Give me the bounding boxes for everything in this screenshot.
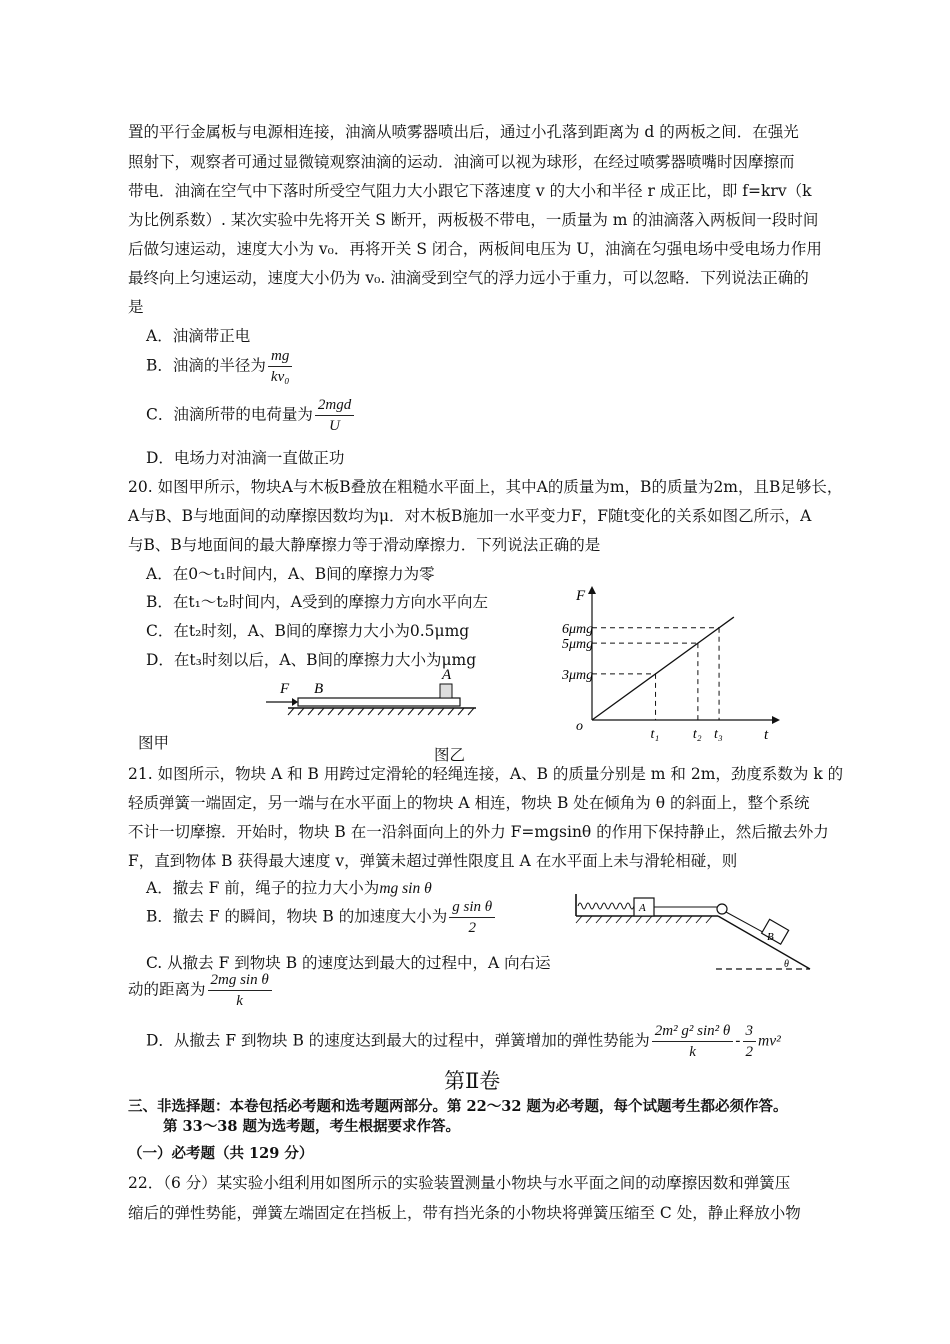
fraction-denominator: U: [329, 418, 340, 434]
q19-line-2: 照射下，观察者可通过显微镜观察油滴的运动．油滴可以视为球形，在经过喷雾器喷嘴时因摩擦而: [128, 153, 795, 171]
figure-jia-diagram: [262, 664, 484, 716]
fraction-denominator: k: [236, 993, 243, 1009]
block-b-label: B: [767, 931, 774, 943]
q19-option-b-label: B．油滴的半径为: [146, 356, 266, 375]
q21-option-d-label: D．从撤去 F 到物块 B 的速度达到最大的过程中，弹簧增加的弹性势能为: [146, 1031, 650, 1050]
required-questions-heading: （一）必考题（共 129 分）: [128, 1145, 314, 1162]
q19-line-4: 为比例系数）. 某次实验中先将开关 S 断开，两板极不带电，一质量为 m 的油滴落入两板间一段时间: [128, 211, 819, 229]
q20-option-b: B．在t₁～t₂时间内，A受到的摩擦力方向水平向左: [146, 593, 488, 611]
fraction-denominator: 2: [468, 920, 476, 936]
q20-line-2: A与B、B与地面间的动摩擦因数均为μ．对木板B施加一水平变力F，F随t变化的关系如图乙所示，A: [128, 507, 812, 525]
q20-option-d: D．在t₃时刻以后，A、B间的摩擦力大小为μmg: [146, 651, 477, 669]
q22-line-2: 缩后的弹性势能，弹簧左端固定在挡板上，带有挡光条的小物块将弹簧压缩至 C 处，静止释放小物: [128, 1204, 801, 1222]
fraction-numerator: 3: [743, 1021, 757, 1042]
figure-yi-caption: 图乙: [434, 746, 466, 764]
q20-option-a: A．在0～t₁时间内，A、B间的摩擦力为零: [146, 565, 435, 583]
x-tick-labels: [651, 727, 723, 742]
fig1-arrow-head: [292, 698, 298, 706]
y-axis-arrow: [588, 586, 596, 594]
x-tick-label: t₃: [714, 727, 723, 742]
q19-option-b-fraction: [268, 346, 293, 387]
section-three-heading: 三、非选择题：本卷包括必考题和选考题两部分。第 22～32 题为必考题，每个试题考生都必须作答。: [128, 1098, 788, 1115]
q21-option-d-fraction: [652, 1021, 733, 1062]
fraction-denominator: kv₀: [270, 369, 290, 385]
x-tick-label: t₂: [692, 727, 702, 742]
fraction-numerator: 2mgd: [315, 395, 354, 416]
fig1-board-label: B: [314, 681, 324, 697]
q20-option-c: C．在t₂时刻，A、B间的摩擦力大小为0.5μmg: [146, 622, 470, 640]
q21-option-a-label: A．撤去 F 前，绳子的拉力大小为: [146, 879, 380, 897]
q21-option-b-fraction: [449, 897, 495, 938]
q21-line-3: 不计一切摩擦．开始时，物块 B 在一沿斜面向上的外力 F=mgsinθ 的作用下保持静止，然后撤去外力: [128, 823, 829, 841]
q19-line-7: 是: [128, 298, 144, 316]
block-b: [762, 919, 789, 944]
f-series-line: [592, 617, 734, 720]
q19-line-3: 带电．油滴在空气中下落时所受空气阻力大小跟它下落速度 v 的大小和半径 r 成正比，即 f=krv（k: [128, 182, 812, 200]
x-tick-label: t₁: [650, 727, 660, 742]
q21-option-b: [146, 897, 497, 938]
q21-option-d-tail: mv²: [758, 1032, 781, 1050]
q21-option-c-label: 动的距离为: [128, 980, 206, 999]
y-tick-label: 3μmg: [562, 667, 594, 683]
section-three-heading-cont: 第 33～38 题为选考题，考生根据要求作答。: [163, 1118, 460, 1135]
incline: [718, 916, 810, 969]
q22-line-1: 22．（6 分）某实验小组利用如图所示的实验装置测量小物块与水平面之间的动摩擦因数和弹簧压: [128, 1174, 791, 1192]
q19-option-a: A．油滴带正电: [146, 327, 251, 345]
q21-option-c-line-1: C. 从撤去 F 到物块 B 的速度达到最大的过程中，A 向右运: [146, 954, 551, 972]
q19-line-1: 置的平行金属板与电源相连接，油滴从喷雾器喷出后，通过小孔落到距离为 d 的两板之间．在强光: [128, 123, 799, 141]
q21-line-4: F，直到物体 B 获得最大速度 v，弹簧未超过弹性限度且 A 在水平面上未与滑轮相碰，则: [128, 852, 738, 870]
fraction-denominator: k: [689, 1044, 696, 1060]
q21-option-d: [146, 1021, 781, 1062]
part-two-title: 第Ⅱ卷: [444, 1069, 501, 1093]
q21-option-c-line-2: [128, 970, 274, 1011]
y-tick-label: 5μmg: [562, 637, 594, 653]
x-axis-label: t: [764, 727, 769, 743]
figure-jia-caption: 图甲: [138, 734, 170, 752]
q19-line-5: 后做匀速运动，速度大小为 v₀．再将开关 S 闭合，两板间电压为 U，油滴在匀强电场中受电场力作用: [128, 240, 822, 258]
fig1-block-a: [440, 684, 452, 698]
x-axis-arrow: [772, 716, 780, 724]
q19-option-d: D．电场力对油滴一直做正功: [146, 449, 345, 467]
fraction-numerator: 2mg sin θ: [208, 970, 272, 991]
q20-line-1: 20. 如图甲所示，物块A与木板B叠放在粗糙水平面上，其中A的质量为m，B的质量为2m，且B足够长，: [128, 478, 843, 496]
spring: [578, 903, 638, 909]
q19-option-c-fraction: [315, 395, 354, 436]
fig1-board-b: [298, 698, 460, 706]
fig1-block-label: A: [442, 667, 452, 683]
q19-option-b: [146, 346, 294, 387]
q21-option-a-expression: mg sin θ: [379, 880, 432, 897]
angle-theta-label: θ: [784, 959, 789, 970]
pulley: [717, 904, 727, 914]
q19-line-6: 最终向上匀速运动，速度大小仍为 v₀. 油滴受到空气的浮力远小于重力，可以忽略．下列说法正确的: [128, 269, 809, 287]
block-a-label: A: [639, 902, 646, 914]
figure-yi-chart: [540, 576, 790, 746]
fraction-numerator: 2m² g² sin² θ: [652, 1021, 733, 1042]
q20-line-3: 与B、B与地面间的最大静摩擦力等于滑动摩擦力．下列说法正确的是: [128, 536, 601, 554]
y-tick-labels: [561, 622, 593, 683]
minus-sign: -: [735, 1031, 741, 1050]
surface-hatching: [576, 916, 712, 923]
fraction-denominator: 2: [745, 1044, 753, 1060]
origin-label: o: [576, 719, 583, 734]
q21-line-1: 21. 如图所示，物块 A 和 B 用跨过定滑轮的轻绳连接，A、B 的质量分别是 m 和 2m，劲度系数为 k 的: [128, 765, 844, 783]
fig1-force-label: F: [280, 681, 290, 697]
q21-option-b-label: B．撤去 F 的瞬间，物块 B 的加速度大小为: [146, 907, 448, 926]
fig1-ground-hatching: [288, 708, 474, 715]
y-tick-label: 6μmg: [562, 621, 594, 637]
q19-option-c-label: C．油滴所带的电荷量为: [146, 405, 313, 424]
q21-option-d-fraction-2: [743, 1021, 757, 1062]
q21-option-c-fraction: [208, 970, 272, 1011]
q21-spring-incline-diagram: [570, 890, 820, 980]
q21-line-2: 轻质弹簧一端固定，另一端与在水平面上的物块 A 相连，物块 B 处在倾角为 θ 的斜面上，整个系统: [128, 794, 810, 812]
q19-option-c: [146, 395, 356, 436]
fraction-numerator: g sin θ: [449, 897, 495, 918]
q21-option-a: [146, 878, 432, 899]
y-axis-label: F: [576, 588, 586, 604]
fraction-numerator: mg: [268, 346, 293, 367]
